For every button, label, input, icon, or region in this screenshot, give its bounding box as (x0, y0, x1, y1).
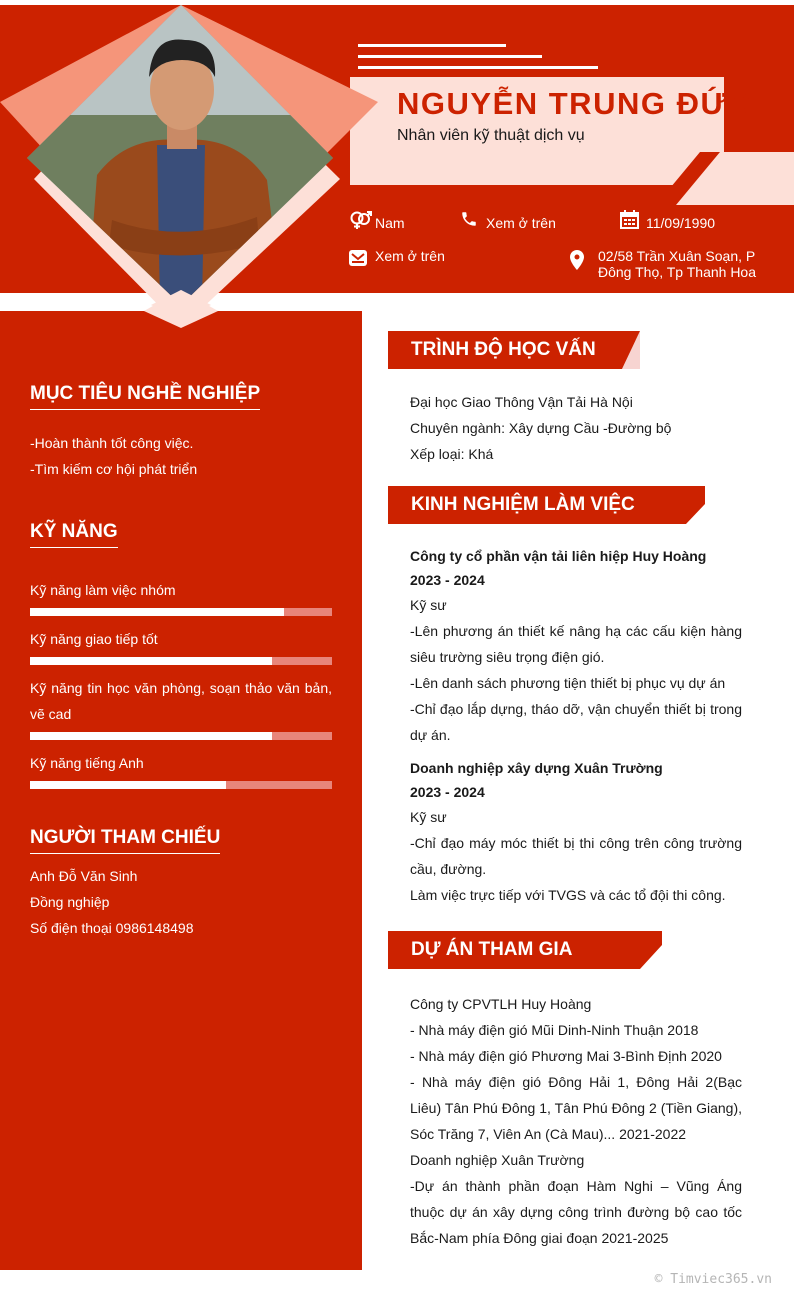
references-heading: NGƯỜI THAM CHIẾU (30, 827, 220, 854)
email-value: Xem ở trên (375, 248, 445, 264)
education-heading (388, 331, 640, 369)
education-text (410, 389, 742, 467)
job-detail: -Chỉ đạo lắp dựng, tháo dỡ, vận chuyển thiết bị trong dự án. (410, 701, 742, 743)
skill-label: Kỹ năng làm việc nhóm (30, 582, 176, 598)
projects-heading-text: DỰ ÁN THAM GIA (411, 939, 573, 960)
gender-icon (349, 210, 373, 230)
skill-bar-fill (30, 732, 272, 740)
experience-heading-text: KINH NGHIỆM LÀM VIỆC (411, 494, 635, 515)
skill-bar (30, 781, 332, 789)
education-line: Xếp loại: Khá (410, 446, 494, 462)
reference-line: Số điện thoại 0986148498 (30, 920, 194, 936)
company-name: Doanh nghiệp xây dựng Xuân Trường (410, 760, 663, 776)
birthdate-value: 11/09/1990 (646, 215, 716, 231)
watermark: © Timviec365.vn (654, 1272, 772, 1287)
objective-line: -Tìm kiếm cơ hội phát triển (30, 461, 198, 477)
objective-heading: MỤC TIÊU NGHỀ NGHIỆP (30, 383, 260, 410)
candidate-name: NGUYỄN TRUNG ĐỨC (397, 86, 752, 121)
address (598, 248, 756, 280)
phone-value: Xem ở trên (486, 215, 556, 231)
reference-line: Anh Đỗ Văn Sinh (30, 868, 138, 884)
skill-bar (30, 608, 332, 616)
skills-heading: KỸ NĂNG (30, 521, 118, 548)
skill-label: Kỹ năng tiếng Anh (30, 755, 144, 771)
address-line-2: Đông Thọ, Tp Thanh Hoa (598, 264, 756, 280)
job-role: Kỹ sư (410, 809, 447, 825)
job-period: 2023 - 2024 (410, 784, 485, 800)
job-detail: -Chỉ đạo máy móc thiết bị thi công trên công trường cầu, đường. (410, 835, 742, 877)
job-period: 2023 - 2024 (410, 572, 485, 588)
experience-job (410, 544, 742, 748)
job-detail: -Lên phương án thiết kế nâng hạ các cấu kiện hàng siêu trường siêu trọng điện gió. (410, 623, 742, 665)
projects-heading (388, 931, 662, 969)
skill-bar (30, 732, 332, 740)
skill-label: Kỹ năng giao tiếp tốt (30, 631, 158, 647)
profile-photo (27, 5, 335, 305)
job-detail: -Lên danh sách phương tiện thiết bị phục vụ dự án (410, 675, 726, 691)
job-title: Nhân viên kỹ thuật dịch vụ (397, 127, 585, 144)
project-line: - Nhà máy điện gió Phương Mai 3-Bình Định 2020 (410, 1048, 722, 1064)
experience-job (410, 756, 742, 908)
references-text (30, 863, 193, 941)
skill-label: Kỹ năng tin học văn phòng, soạn thảo văn bản, vẽ cad (30, 680, 332, 722)
project-line: Doanh nghiệp Xuân Trường (410, 1152, 585, 1168)
skill-bar-fill (30, 657, 272, 665)
skill-bar-fill (30, 608, 284, 616)
job-role: Kỹ sư (410, 597, 447, 613)
project-line: -Dự án thành phần đoạn Hàm Nghi – Vũng Áng thuộc dự án xây dựng công trình đường bộ cao tốc Bắc-Nam phía Đông giai đoạn 2021-2025 (410, 1178, 742, 1246)
diamond-tip (100, 290, 270, 330)
skill-bar-fill (30, 781, 226, 789)
objective-text (30, 430, 197, 482)
reference-line: Đồng nghiệp (30, 894, 110, 910)
job-detail: Làm việc trực tiếp với TVGS và các tổ đội thi công. (410, 887, 726, 903)
skill-bar (30, 657, 332, 665)
location-icon (570, 250, 584, 270)
education-line: Chuyên ngành: Xây dựng Cầu -Đường bộ (410, 420, 672, 436)
projects-text (410, 991, 742, 1251)
company-name: Công ty cổ phần vận tải liên hiệp Huy Hoàng (410, 548, 707, 564)
project-line: - Nhà máy điện gió Mũi Dinh-Ninh Thuận 2018 (410, 1022, 699, 1038)
education-line: Đại học Giao Thông Vận Tải Hà Nội (410, 394, 633, 410)
phone-icon (460, 210, 478, 228)
email-icon (349, 249, 367, 267)
education-heading-text: TRÌNH ĐỘ HỌC VẤN (411, 339, 596, 360)
gender-value: Nam (375, 215, 405, 231)
calendar-icon (620, 210, 639, 229)
address-line-1: 02/58 Trần Xuân Soạn, P (598, 248, 756, 264)
experience-heading (388, 486, 705, 524)
objective-line: -Hoàn thành tốt công việc. (30, 435, 194, 451)
project-line: Công ty CPVTLH Huy Hoàng (410, 996, 592, 1012)
project-line: - Nhà máy điện gió Đông Hải 1, Đông Hải 2(Bạc Liêu) Tân Phú Đông 1, Tân Phú Đông 2 (Tiền Giang), Sóc Trăng 7, Viên An (Cà Mau)... 2021-2022 (410, 1074, 742, 1142)
